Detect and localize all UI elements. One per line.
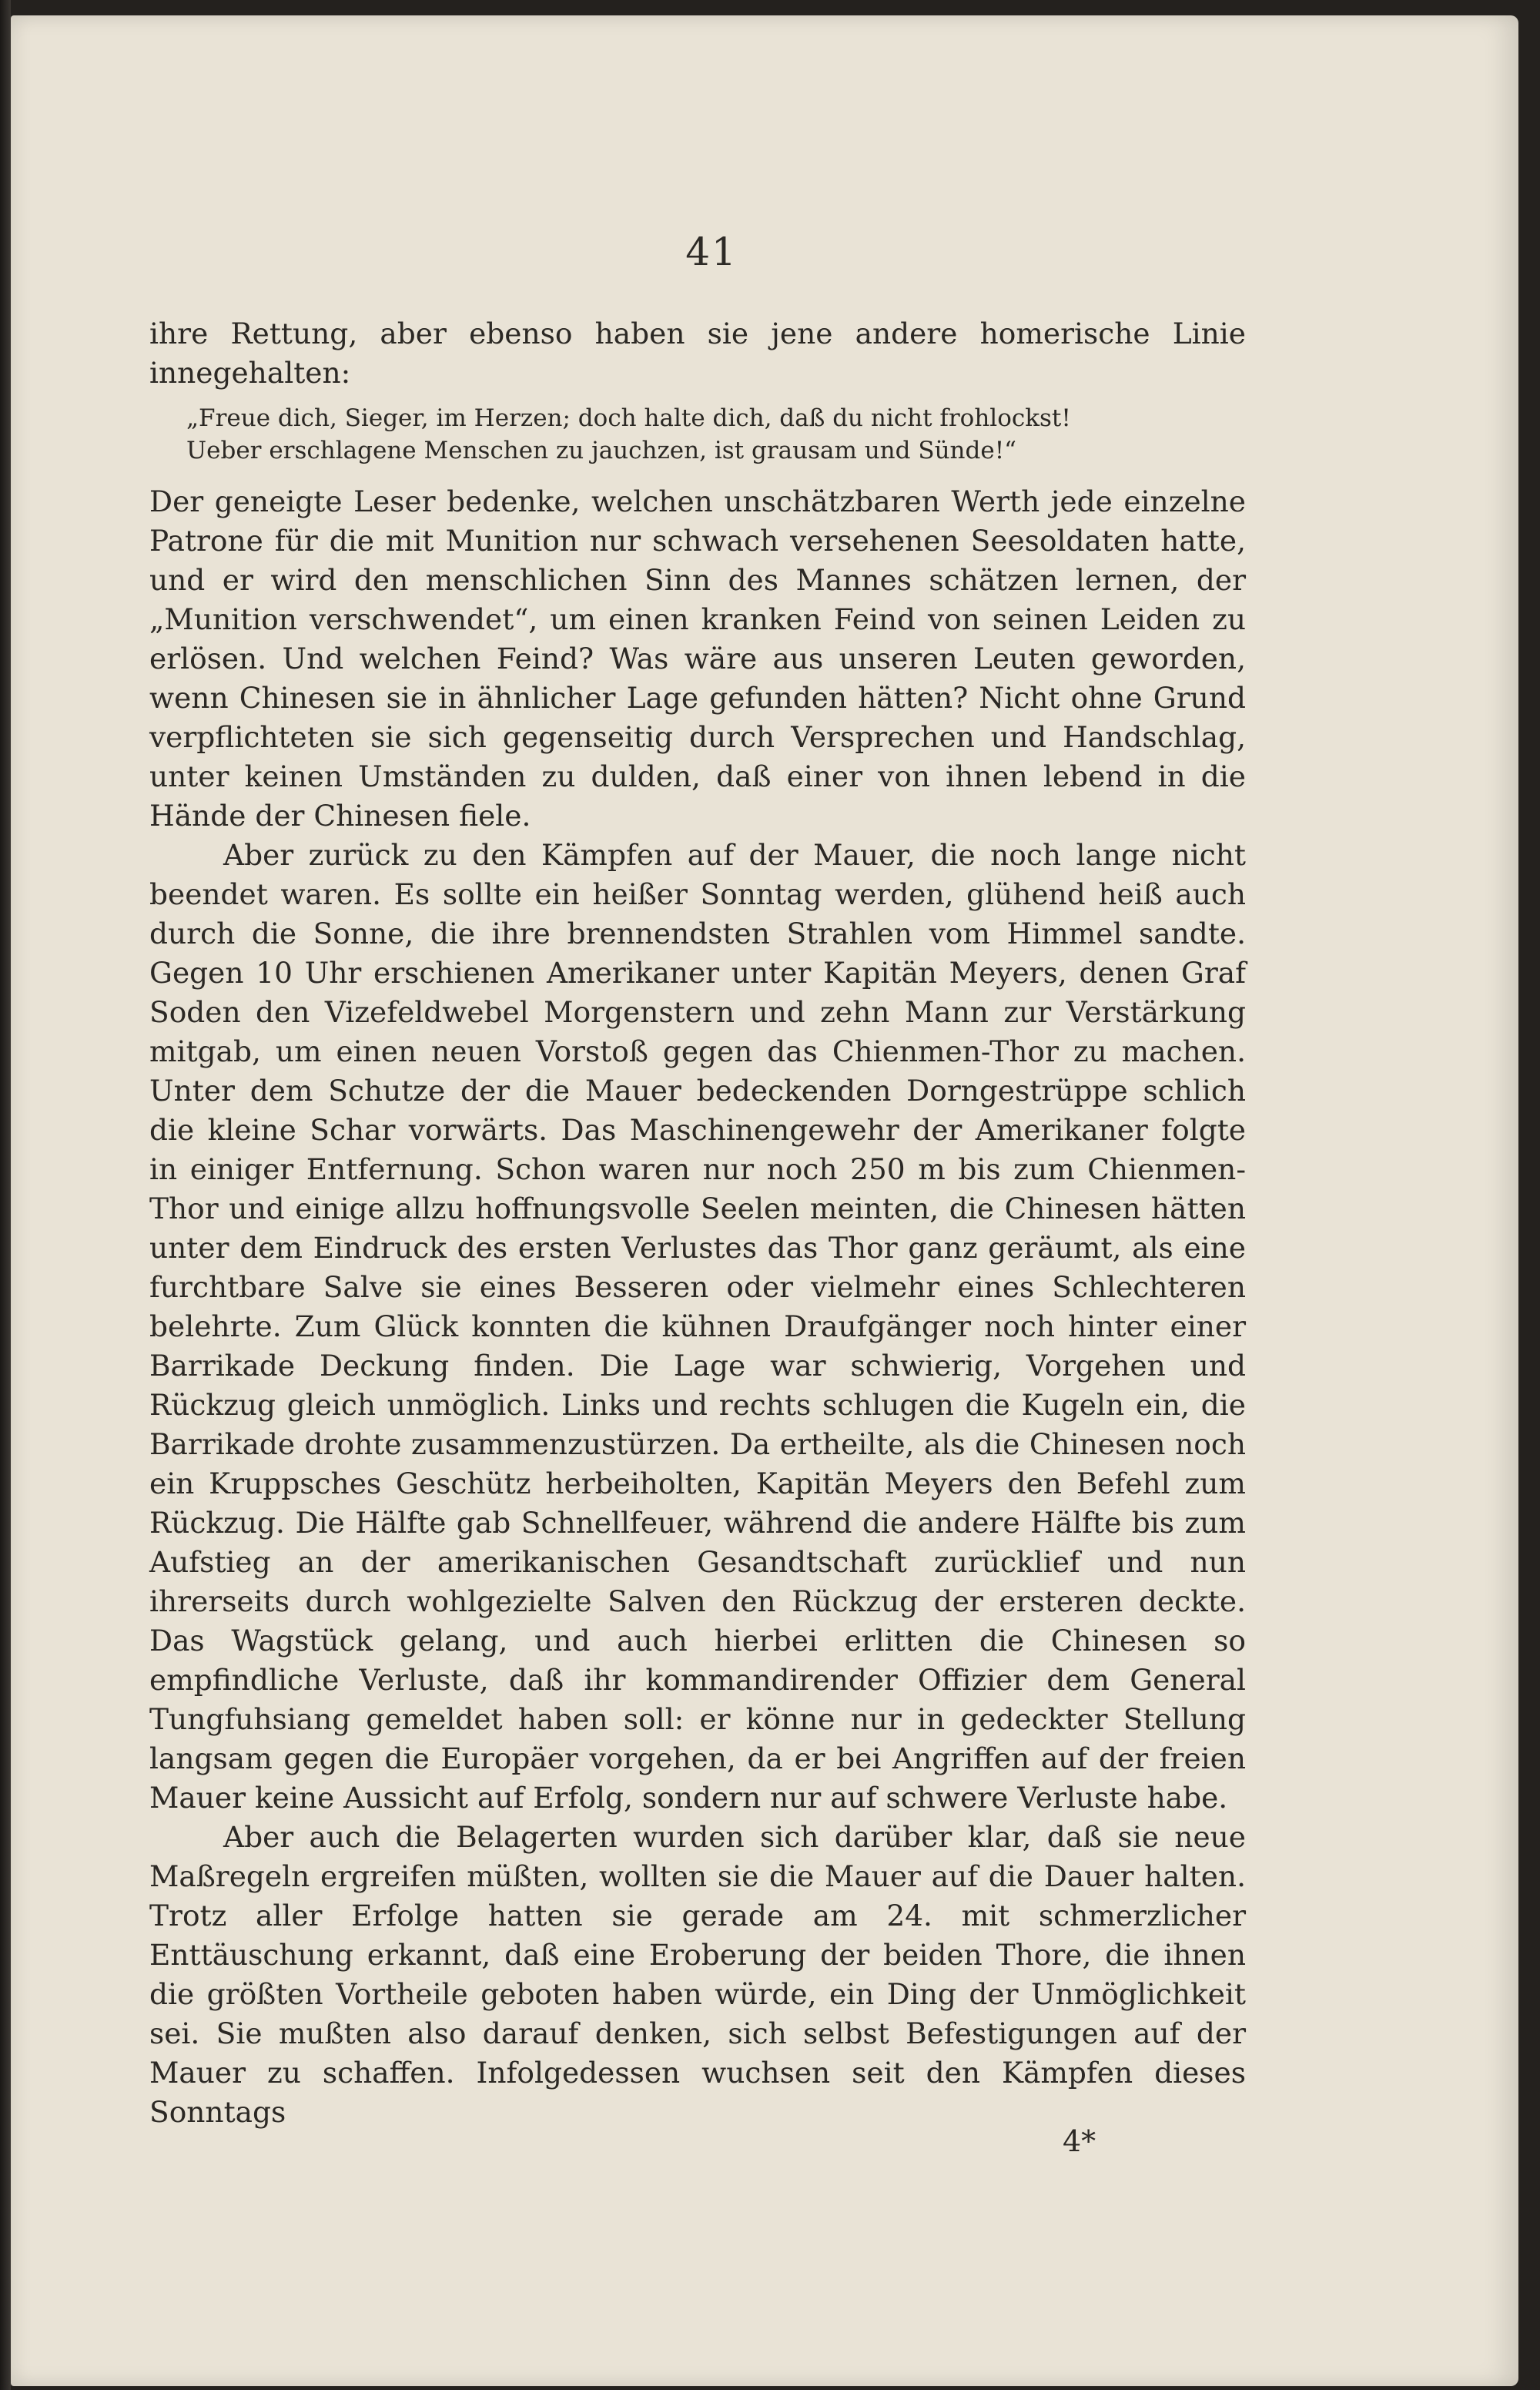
verse-quote [149,402,1246,467]
page-number: 41 [685,230,738,274]
signature-mark: 4* [1063,2124,1096,2158]
paragraph: ihre Rettung, aber ebenso haben sie jene andere homerische Linie innegehalten: [149,317,1246,390]
quote-line: Ueber erschlagene Menschen zu jauchzen, ist grausam und Sünde!“ [186,437,1017,464]
quote-line: „Freue dich, Sieger, im Herzen; doch halte dich, daß du nicht frohlockst! [186,404,1071,432]
paragraph: Der geneigte Leser bedenke, welchen unschätzbaren Werth jede einzelne Patrone für die mit Munition nur schwach versehenen Seesoldaten hatte, und er wird den menschlichen Sinn des Mannes schätzen lernen, der „Munition verschwendet“, um einen kranken Feind von seinen Leiden zu erlösen. Und welchen Feind? Was wäre aus unseren Leuten geworden, wenn Chinesen sie in ähnlicher Lage gefunden hätten? Nicht ohne Grund verpflichteten sie sich gegenseitig durch Versprechen und Handschlag, unter keinen Umständen zu dulden, daß einer von ihnen lebend in die Hände der Chinesen fiele. [149,484,1246,833]
paragraph: Aber auch die Belagerten wurden sich darüber klar, daß sie neue Maßregeln ergreifen müßten, wollten sie die Mauer auf die Dauer halten. Trotz aller Erfolge hatten sie gerade am 24. mit schmerzlicher Enttäuschung erkannt, daß eine Eroberung der beiden Thore, die ihnen die größten Vortheile geboten haben würde, ein Ding der Unmöglichkeit sei. Sie mußten also darauf denken, sich selbst Befestigungen auf der Mauer zu schaffen. Infolgedessen wuchsen seit den Kämpfen dieses Sonntags [149,1820,1246,2129]
book-binding [0,0,11,2390]
paragraph: Aber zurück zu den Kämpfen auf der Mauer, die noch lange nicht beendet waren. Es sollte ein heißer Sonntag werden, glühend heiß auch durch die Sonne, die ihre brennendsten Strahlen vom Himmel sandte. Gegen 10 Uhr erschienen Amerikaner unter Kapitän Meyers, denen Graf Soden den Vizefeldwebel Morgenstern und zehn Mann zur Verstärkung mitgab, um einen neuen Vorstoß gegen das Chienmen-Thor zu machen. Unter dem Schutze der die Mauer bedeckenden Dorngestrüppe schlich die kleine Schar vorwärts. Das Maschinengewehr der Amerikaner folgte in einiger Entfernung. Schon waren nur noch 250 m bis zum Chienmen-Thor und einige allzu hoffnungsvolle Seelen meinten, die Chinesen hätten unter dem Eindruck des ersten Verlustes das Thor ganz geräumt, als eine furchtbare Salve sie eines Besseren oder vielmehr eines Schlechteren belehrte. Zum Glück konnten die kühnen Draufgänger noch hinter einer Barrikade Deckung finden. Die Lage war schwierig, Vorgehen und Rückzug gleich unmöglich. Links und rechts schlugen die Kugeln ein, die Barrikade drohte zusammenzustürzen. Da ertheilte, als die Chinesen noch ein Kruppsches Geschütz herbeiholten, Kapitän Meyers den Befehl zum Rückzug. Die Hälfte gab Schnellfeuer, während die andere Hälfte bis zum Aufstieg an der amerikanischen Gesandtschaft zurücklief und nun ihrerseits durch wohlgezielte Salven den Rückzug der ersteren deckte. Das Wagstück gelang, und auch hierbei erlitten die Chinesen so empfindliche Verluste, daß ihr kommandirender Offizier dem General Tungfuhsiang gemeldet haben soll: er könne nur in gedeckter Stellung langsam gegen die Europäer vorgehen, da er bei Angriffen auf der freien Mauer keine Aussicht auf Erfolg, sondern nur auf schwere Verluste habe. [149,838,1246,1815]
book-page [11,15,1518,2386]
body-text [149,314,1246,2132]
